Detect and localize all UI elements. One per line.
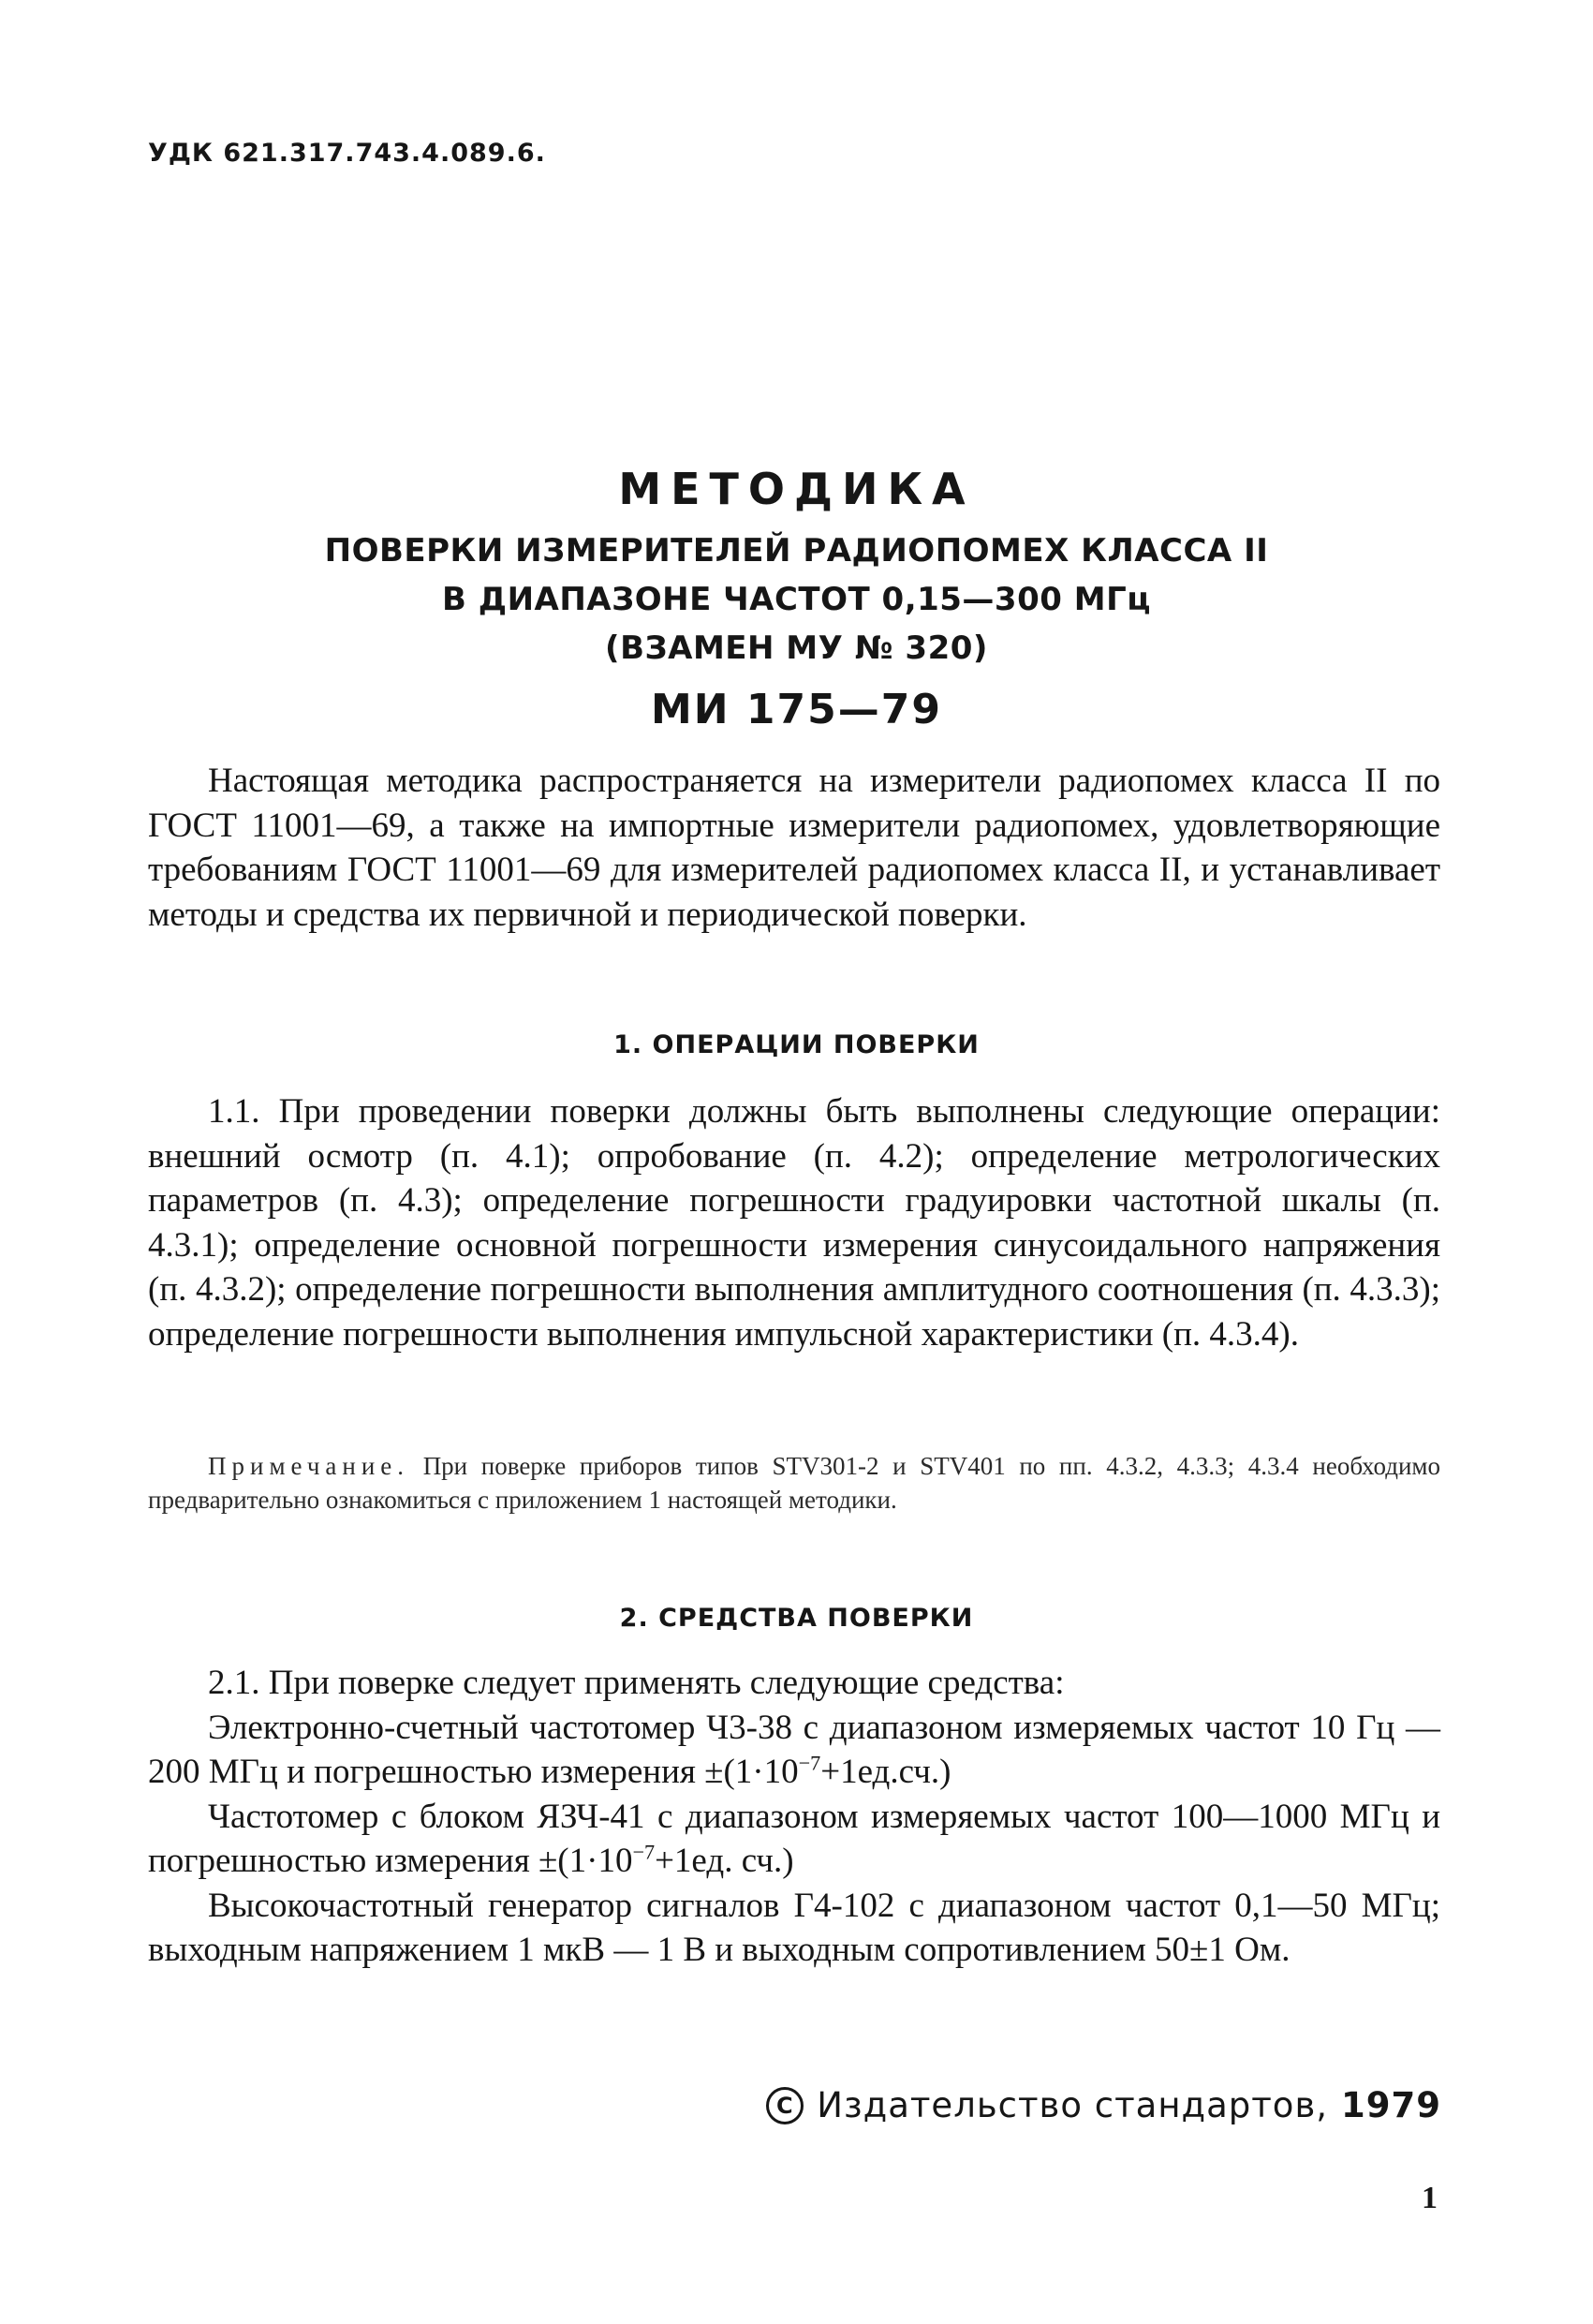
- page-number: 1: [1422, 2181, 1438, 2215]
- paragraph-frequency-meter-ch3-38-tail: +1ед.сч.): [820, 1753, 951, 1791]
- paragraph-frequency-meter-ch3-38: [148, 1706, 1440, 1795]
- paragraph-frequency-meter-ch3-38-text: Электронно-счетный частотомер Ч3-38 с диапазоном измеряемых частот 10 Гц — 200 МГц и погрешностью измерения ±(1·10: [148, 1708, 1440, 1791]
- title-line-1: ПОВЕРКИ ИЗМЕРИТЕЛЕЙ РАДИОПОМЕХ КЛАССА II: [324, 532, 1269, 570]
- exponent: −7: [632, 1840, 656, 1864]
- copyright-line: [766, 2085, 1441, 2125]
- note-text: При поверке приборов типов STV301-2 и STV401 по пп. 4.3.2, 4.3.3; 4.3.4 необходимо предварительно ознакомиться с приложением 1 настоящей методики.: [148, 1452, 1440, 1514]
- document-title: МЕТОДИКА: [618, 464, 975, 514]
- paragraph-1-1: 1.1. При проведении поверки должны быть выполнены следующие операции: внешний осмотр (п. 4.1); опробование (п. 4.2); определение метрологических параметров (п. 4.3); определение погрешности градуировки частотной шкалы (п. 4.3.1); определение основной погрешности измерения синусоидального напряжения (п. 4.3.2); определение погрешности выполнения амплитудного соотношения (п. 4.3.3); определение погрешности выполнения импульсной характеристики (п. 4.3.4).: [148, 1092, 1440, 1354]
- paragraph-frequency-meter-ya3ch-41: [148, 1795, 1440, 1884]
- copyright-year: 1979: [1341, 2085, 1441, 2125]
- udk-code: УДК 621.317.743.4.089.6.: [148, 139, 546, 168]
- note: [148, 1449, 1440, 1517]
- section-1-title: 1. ОПЕРАЦИИ ПОВЕРКИ: [613, 1030, 980, 1059]
- section-2-body: [148, 1661, 1440, 1973]
- document-code: МИ 175—79: [650, 686, 942, 733]
- exponent: −7: [798, 1751, 821, 1775]
- paragraph-frequency-meter-ya3ch-41-tail: +1ед. сч.): [655, 1842, 794, 1880]
- note-label: Примечание.: [208, 1452, 410, 1480]
- intro-paragraph: Настоящая методика распространяется на измерители радиопомех класса II по ГОСТ 11001—69, а также на импортные измерители радиопомех, удовлетворяющие требованиям ГОСТ 11001—69 для измерителей радиопомех класса II, и устанавливает методы и средства их первичной и периодической поверки.: [148, 762, 1440, 934]
- copyright-icon: C: [766, 2087, 804, 2124]
- paragraph-frequency-meter-ya3ch-41-text: Частотомер с блоком ЯЗЧ-41 с диапазоном измеряемых частот 100—1000 МГц и погрешностью измерения ±(1·10: [148, 1797, 1440, 1880]
- paragraph-generator-g4-102: Высокочастотный генератор сигналов Г4-102 с диапазоном частот 0,1—50 МГц; выходным напряжением 1 мкВ — 1 В и выходным сопротивлением 50±1 Ом.: [148, 1886, 1440, 1969]
- copyright-text: Издательство стандартов,: [817, 2085, 1329, 2125]
- paragraph-2-1: 2.1. При поверке следует применять следующие средства:: [208, 1664, 1065, 1702]
- title-line-3: (ВЗАМЕН МУ № 320): [605, 629, 988, 667]
- title-line-2: В ДИАПАЗОНЕ ЧАСТОТ 0,15—300 МГц: [442, 581, 1151, 618]
- section-2-title: 2. СРЕДСТВА ПОВЕРКИ: [619, 1604, 974, 1633]
